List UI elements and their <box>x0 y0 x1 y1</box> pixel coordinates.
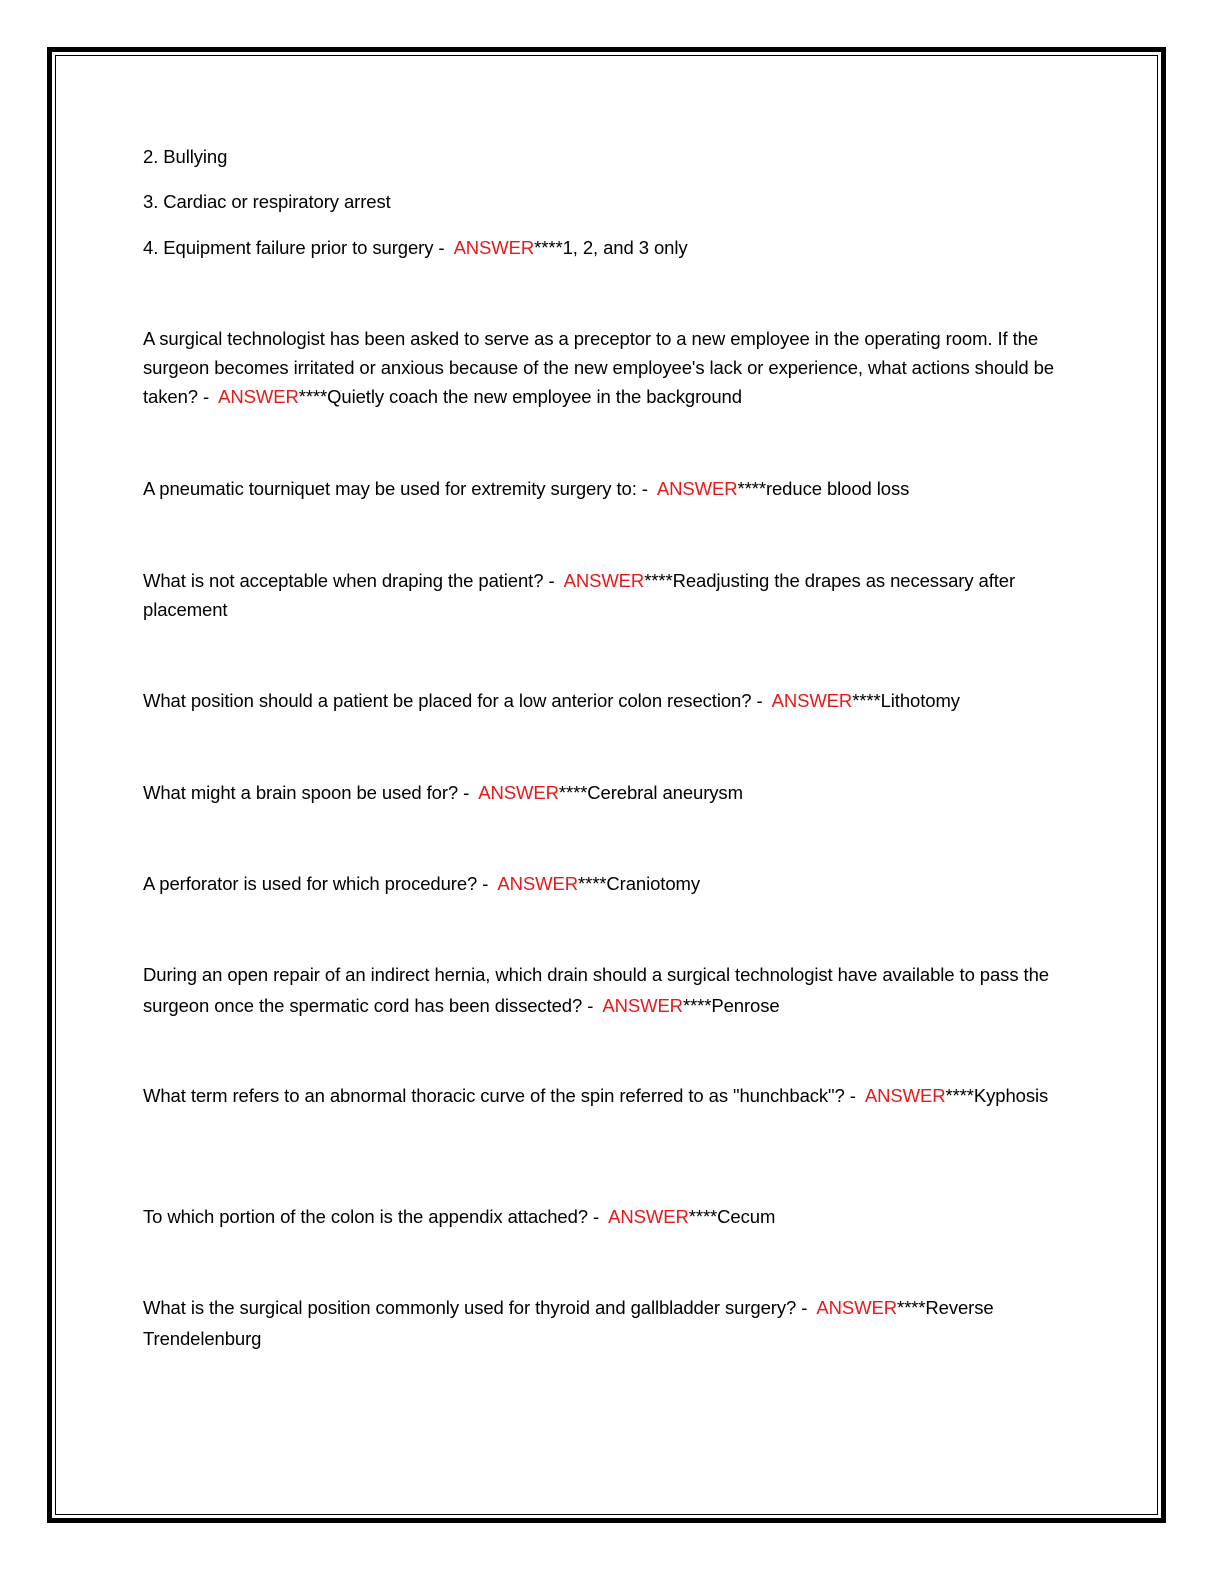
question-text: What might a brain spoon be used for? - <box>143 782 470 803</box>
answer-label: ANSWER <box>563 570 645 591</box>
answer-stars: **** <box>644 570 673 591</box>
answer-stars: **** <box>737 478 766 499</box>
answer-label: ANSWER <box>864 1085 946 1106</box>
answer-text: Lithotomy <box>880 690 960 711</box>
question-text: What position should a patient be placed for a low anterior colon resection? - <box>143 690 763 711</box>
qa-item <box>143 1292 1073 1354</box>
answer-text: Reverse Trendelenburg <box>143 1297 994 1349</box>
answer-stars: **** <box>852 690 881 711</box>
list-item: 2. Bullying <box>143 146 228 167</box>
question-text: A pneumatic tourniquet may be used for extremity surgery to: - <box>143 478 648 499</box>
answer-label: ANSWER <box>771 690 853 711</box>
answer-stars: **** <box>578 873 607 894</box>
answer-text: Readjusting the drapes as necessary after placement <box>143 570 1016 620</box>
qa-item <box>143 686 1073 715</box>
question-text: A surgical technologist has been asked to serve as a preceptor to a new employee in the operating room. If the surgeon becomes irritated or anxious because of the new employee's lack or experience, what actions should be taken? - <box>143 328 1054 407</box>
answer-label: ANSWER <box>478 782 559 803</box>
list-item: 3. Cardiac or respiratory arrest <box>143 191 391 212</box>
answer-label: ANSWER <box>497 873 578 894</box>
answer-stars: **** <box>534 237 563 258</box>
question-text: To which portion of the colon is the appendix attached? - <box>143 1206 600 1227</box>
qa-item <box>143 566 1073 624</box>
answer-label: ANSWER <box>602 995 683 1016</box>
list-item-last <box>143 233 1073 262</box>
answer-text: Penrose <box>711 995 780 1016</box>
qa-item <box>143 1202 1073 1231</box>
answer-text: Craniotomy <box>606 873 700 894</box>
answer-text: Quietly coach the new employee in the background <box>327 386 742 407</box>
answer-text: Cerebral aneurysm <box>587 782 743 803</box>
answer-label: ANSWER <box>608 1206 689 1227</box>
answer-label: ANSWER <box>453 237 535 258</box>
answer-label: ANSWER <box>656 478 738 499</box>
question-text: 4. Equipment failure prior to surgery - <box>143 237 445 258</box>
answer-stars: **** <box>682 995 712 1016</box>
question-text: During an open repair of an indirect hernia, which drain should a surgical technologist have available to pass the surgeon once the spermatic cord has been dissected? - <box>143 964 1049 1016</box>
question-text: What term refers to an abnormal thoracic curve of the spin referred to as "hunchback"? - <box>143 1085 856 1106</box>
qa-item <box>143 778 1073 807</box>
answer-text: reduce blood loss <box>765 478 910 499</box>
answer-stars: **** <box>298 386 328 407</box>
qa-item <box>143 474 1073 503</box>
answer-label: ANSWER <box>218 386 299 407</box>
qa-item <box>143 1080 1073 1111</box>
qa-item <box>143 959 1073 1021</box>
answer-text: Kyphosis <box>973 1085 1049 1106</box>
qa-item <box>143 869 1073 898</box>
answer-text: Cecum <box>717 1206 776 1227</box>
question-text: What is not acceptable when draping the patient? - <box>143 570 555 591</box>
answer-stars: **** <box>688 1206 718 1227</box>
question-text: What is the surgical position commonly used for thyroid and gallbladder surgery? - <box>143 1297 808 1318</box>
answer-stars: **** <box>945 1085 974 1106</box>
question-text: A perforator is used for which procedure? - <box>143 873 489 894</box>
answer-text: 1, 2, and 3 only <box>562 237 688 258</box>
answer-stars: **** <box>558 782 588 803</box>
qa-item <box>143 324 1073 411</box>
answer-stars: **** <box>896 1297 926 1318</box>
answer-label: ANSWER <box>816 1297 897 1318</box>
